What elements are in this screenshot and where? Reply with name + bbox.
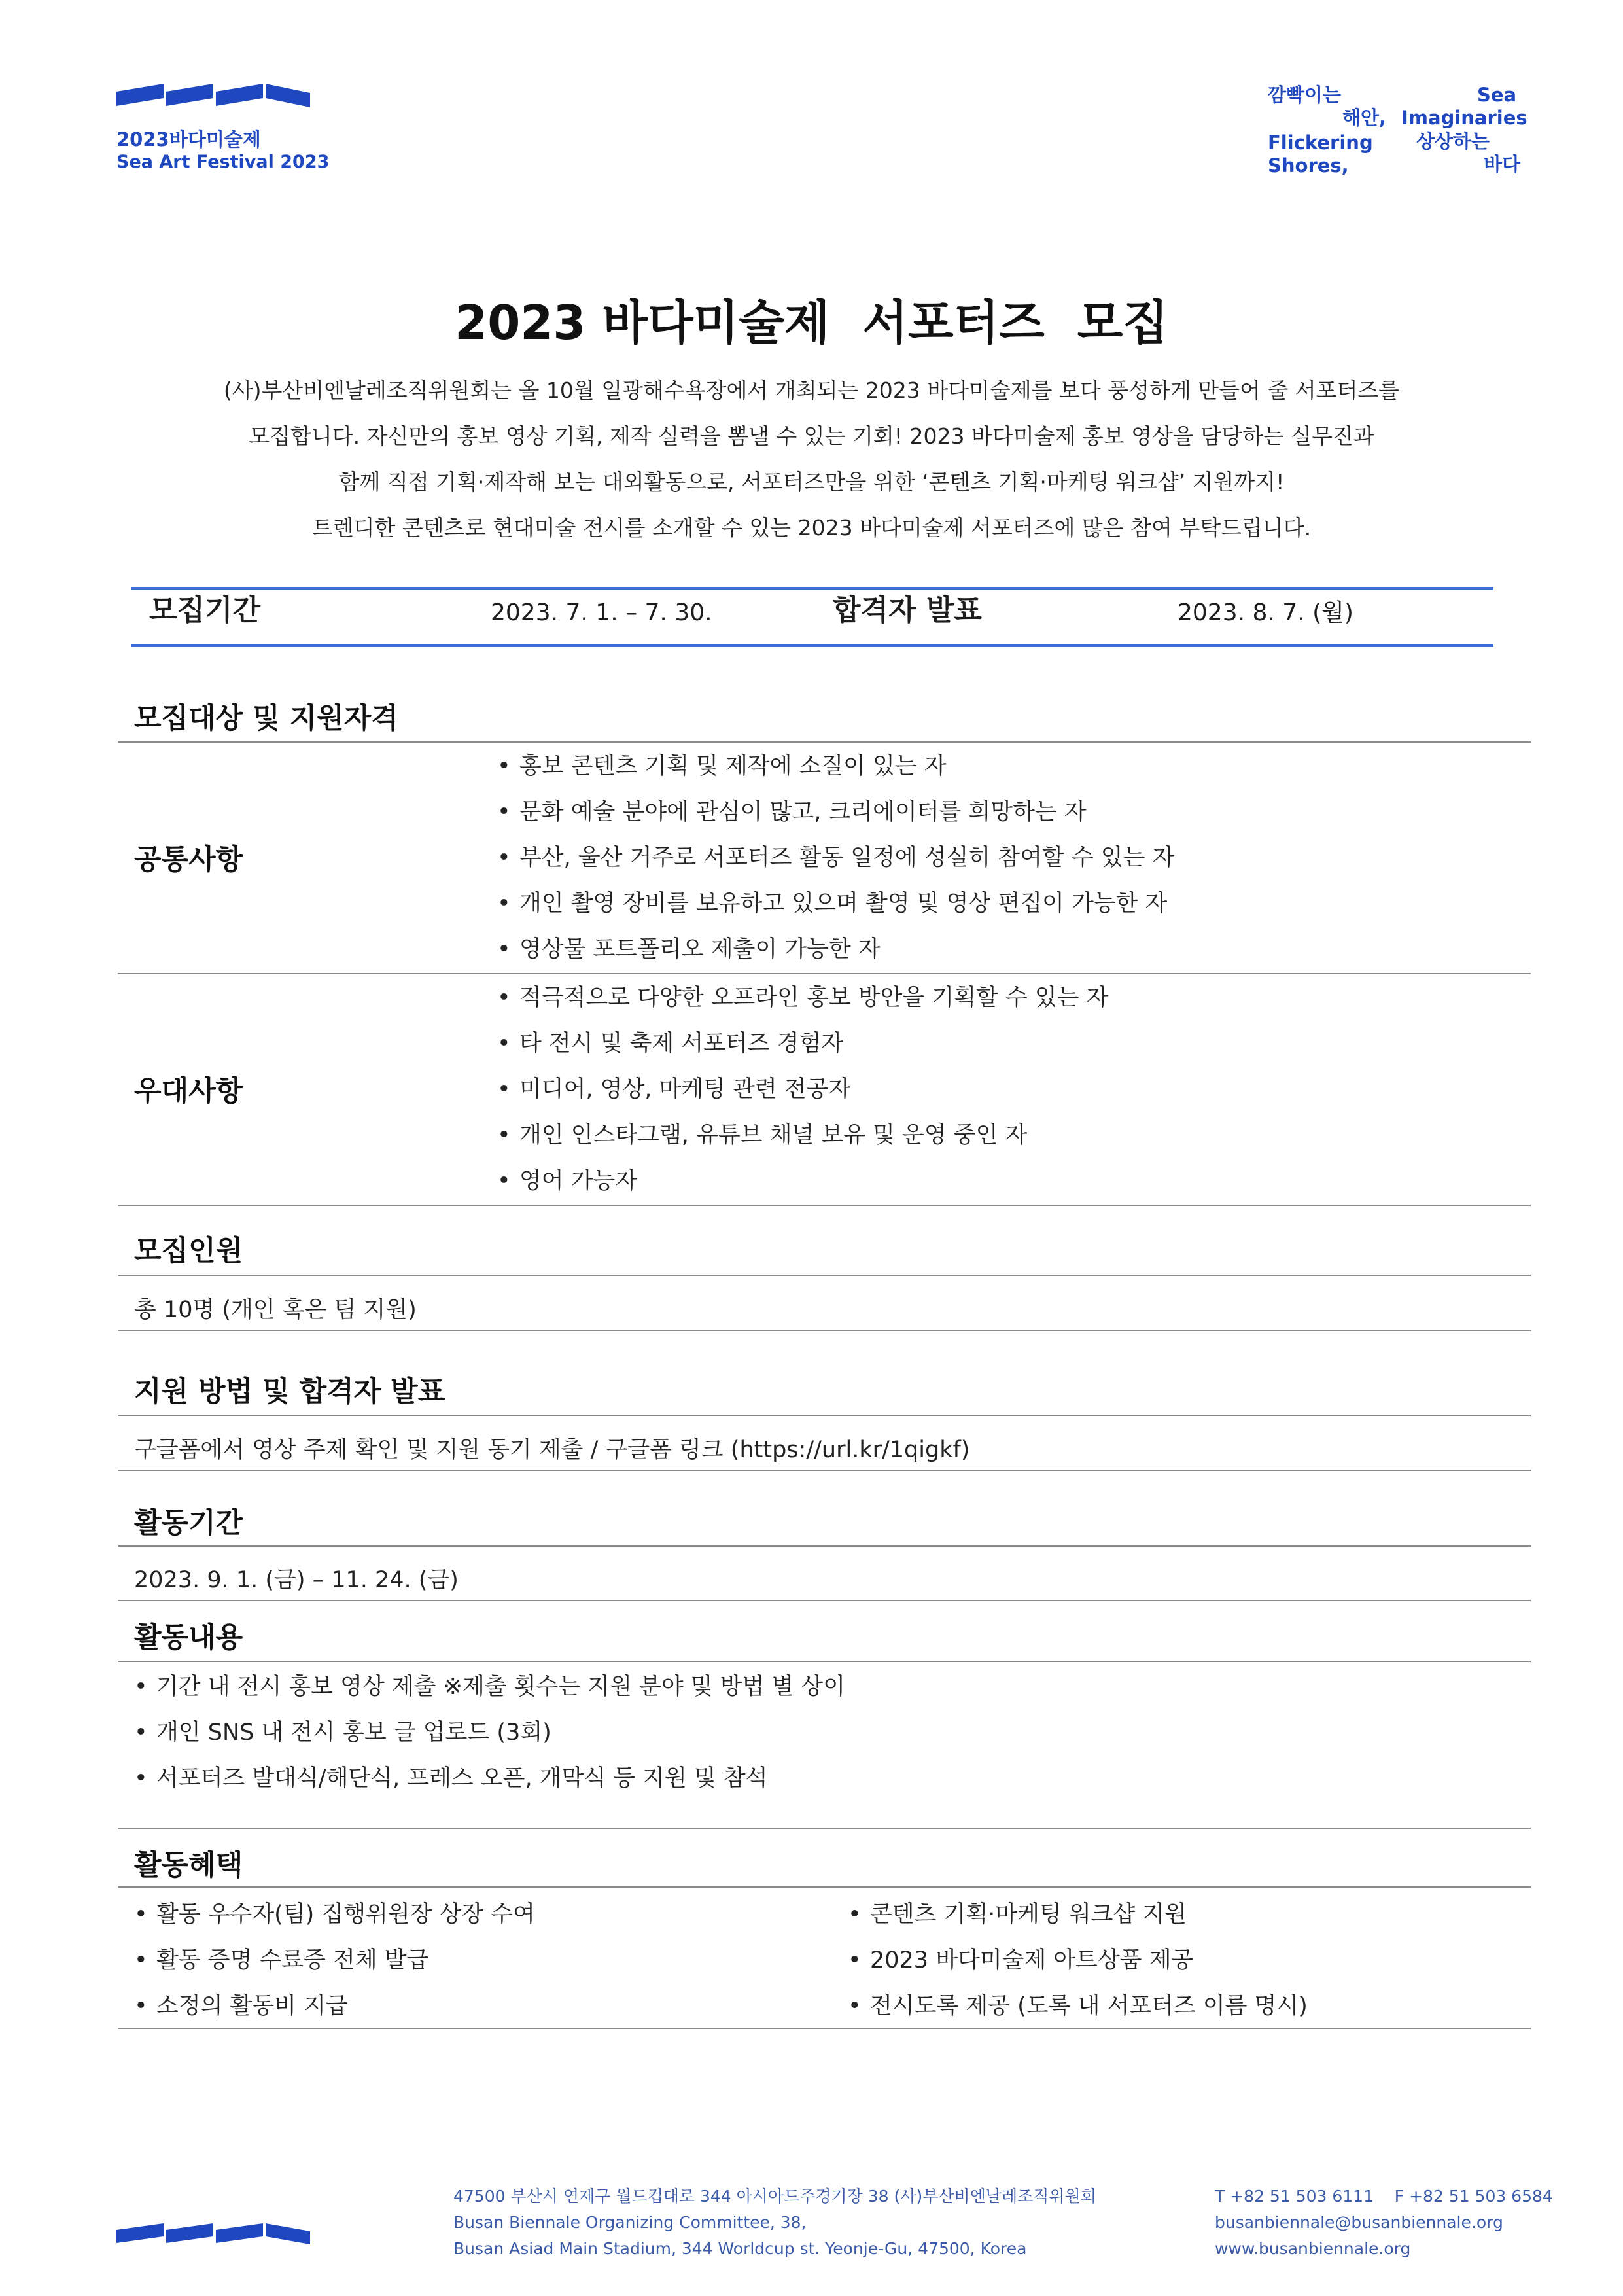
- divider: [118, 1330, 1531, 1331]
- divider: [118, 1470, 1531, 1471]
- intro-line: 함께 직접 기획·제작해 보는 대외활동으로, 서포터즈만을 위한 ‘콘텐츠 기획·마케팅 워크샵’ 지원까지!: [338, 469, 1285, 495]
- divider: [118, 741, 1531, 743]
- slogan-en-3: Sea: [1477, 84, 1517, 106]
- band-bottom-line: [131, 644, 1493, 647]
- contact-phone: T +82 51 503 6111 F +82 51 503 6584: [1215, 2187, 1553, 2206]
- list-item: • 개인 촬영 장비를 보유하고 있으며 촬영 및 영상 편집이 가능한 자: [497, 881, 1174, 927]
- list-item: • 영상물 포트폴리오 제출이 가능한 자: [497, 927, 1174, 972]
- logo-korean: 2023바다미술제: [116, 128, 261, 150]
- list-item: • 개인 SNS 내 전시 홍보 글 업로드 (3회): [134, 1710, 845, 1756]
- intro-line: 모집합니다. 자신만의 홍보 영상 기획, 제작 실력을 뽐낼 수 있는 기회! 2023 바다미술제 홍보 영상을 담당하는 실무진과: [249, 423, 1374, 449]
- divider: [118, 1886, 1531, 1888]
- list-item: • 개인 인스타그램, 유튜브 채널 보유 및 운영 중인 자: [497, 1112, 1108, 1158]
- activity-period-text: 2023. 9. 1. (금) – 11. 24. (금): [134, 1567, 459, 1593]
- contact-website[interactable]: www.busanbiennale.org: [1215, 2239, 1411, 2258]
- activity-period-title: 활동기간: [134, 1507, 243, 1540]
- divider: [118, 973, 1531, 974]
- footer-address: [453, 2183, 1096, 2262]
- address-line: Busan Asiad Main Stadium, 344 Worldcup st. Yeonje-Gu, 47500, Korea: [453, 2239, 1027, 2258]
- preferred-label: 우대사항: [134, 1075, 243, 1108]
- list-item: • 활동 증명 수료증 전체 발급: [134, 1937, 535, 1983]
- announce-label: 합격자 발표: [833, 593, 982, 627]
- intro-line: (사)부산비엔날레조직위원회는 올 10월 일광해수욕장에서 개최되는 2023 바다미술제를 보다 풍성하게 만들어 줄 서포터즈를: [223, 378, 1400, 403]
- divider: [118, 1661, 1531, 1662]
- divider: [118, 1275, 1531, 1276]
- divider: [118, 1600, 1531, 1601]
- list-item: • 영어 가능자: [497, 1158, 1108, 1204]
- divider: [834, 2028, 1531, 2029]
- address-line: Busan Biennale Organizing Committee, 38,: [453, 2213, 807, 2232]
- list-item: • 소정의 활동비 지급: [134, 1983, 535, 2029]
- list-item: • 서포터즈 발대식/해단식, 프레스 오픈, 개막식 등 지원 및 참석: [134, 1756, 845, 1801]
- divider: [118, 1205, 1531, 1206]
- list-item: • 기간 내 전시 홍보 영상 제출 ※제출 횟수는 지원 분야 및 방법 별 상이: [134, 1664, 845, 1710]
- common-list: [497, 743, 1174, 972]
- contact-email[interactable]: busanbiennale@busanbiennale.org: [1215, 2213, 1503, 2232]
- slogan-ko-4: 바다: [1484, 153, 1521, 175]
- slogan-ko-3: 상상하는: [1416, 130, 1490, 152]
- footer-contact: [1215, 2183, 1553, 2262]
- logo-english: Sea Art Festival 2023: [116, 152, 330, 172]
- slogan-en-4: Imaginaries: [1401, 107, 1527, 129]
- page-title: 2023 바다미술제 서포터즈 모집: [455, 295, 1168, 350]
- headcount-text: 총 10명 (개인 혹은 팀 지원): [134, 1297, 417, 1323]
- activity-content-list: [134, 1664, 845, 1801]
- recruit-period-label: 모집기간: [149, 593, 261, 627]
- slogan-ko-2: 해안,: [1342, 107, 1387, 129]
- list-item: • 미디어, 영상, 마케팅 관련 전공자: [497, 1067, 1108, 1112]
- list-item: • 적극적으로 다양한 오프라인 홍보 방안을 기획할 수 있는 자: [497, 975, 1108, 1021]
- list-item: • 2023 바다미술제 아트상품 제공: [848, 1937, 1308, 1983]
- list-item: • 부산, 울산 거주로 서포터즈 활동 일정에 성실히 참여할 수 있는 자: [497, 835, 1174, 881]
- preferred-list: [497, 975, 1108, 1204]
- headcount-title: 모집인원: [134, 1235, 243, 1267]
- wave-logo-icon: [116, 2223, 313, 2251]
- list-item: • 문화 예술 분야에 관심이 많고, 크리에이터를 희망하는 자: [497, 789, 1174, 835]
- band-top-line: [131, 587, 1493, 590]
- benefits-left-list: [134, 1892, 535, 2029]
- announce-value: 2023. 8. 7. (월): [1178, 599, 1353, 626]
- list-item: • 타 전시 및 축제 서포터즈 경험자: [497, 1021, 1108, 1067]
- common-label: 공통사항: [134, 843, 243, 876]
- intro-line: 트렌디한 콘텐츠로 현대미술 전시를 소개할 수 있는 2023 바다미술제 서포터즈에 많은 참여 부탁드립니다.: [311, 515, 1312, 540]
- divider: [118, 1545, 1531, 1547]
- activity-content-title: 활동내용: [134, 1621, 243, 1654]
- slogan-en-1: Flickering: [1268, 132, 1373, 154]
- divider: [118, 1828, 1531, 1829]
- slogan-en-2: Shores,: [1268, 154, 1349, 177]
- address-line: 47500 부산시 연제구 월드컵대로 344 아시아드주경기장 38 (사)부산비엔날레조직위원회: [453, 2187, 1096, 2206]
- eligibility-title: 모집대상 및 지원자격: [134, 702, 398, 735]
- apply-title: 지원 방법 및 합격자 발표: [134, 1375, 445, 1408]
- wave-logo-icon: [116, 84, 313, 115]
- list-item: • 전시도록 제공 (도록 내 서포터즈 이름 명시): [848, 1983, 1308, 2029]
- list-item: • 콘텐츠 기획·마케팅 워크샵 지원: [848, 1892, 1308, 1937]
- list-item: • 활동 우수자(팀) 집행위원장 상장 수여: [134, 1892, 535, 1937]
- benefits-right-list: [848, 1892, 1308, 2029]
- divider: [118, 2028, 834, 2029]
- apply-text: 구글폼에서 영상 주제 확인 및 지원 동기 제출 / 구글폼 링크 (https://url.kr/1qigkf): [134, 1437, 970, 1463]
- intro-paragraph: [98, 368, 1525, 551]
- slogan-ko-1: 깜빡이는: [1268, 84, 1342, 106]
- benefits-title: 활동혜택: [134, 1849, 243, 1882]
- divider: [118, 1415, 1531, 1416]
- recruit-period-value: 2023. 7. 1. – 7. 30.: [491, 599, 712, 626]
- list-item: • 홍보 콘텐츠 기획 및 제작에 소질이 있는 자: [497, 743, 1174, 789]
